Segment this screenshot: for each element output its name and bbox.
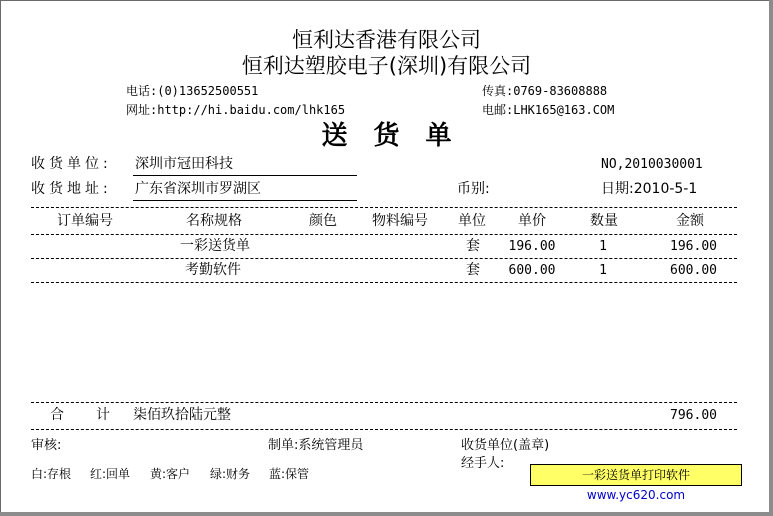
receiver-address-label: 收货地址: (31, 181, 112, 197)
header-material-no: 物料编号 (372, 213, 428, 229)
company-fax: 传真:0769-83608888 (482, 84, 608, 98)
header-qty: 数量 (590, 213, 618, 229)
receiver-unit-label: 收货单位: (31, 156, 112, 172)
row-rule (31, 258, 737, 259)
total-label-2: 计 (96, 407, 110, 423)
row-unit: 套 (466, 262, 480, 278)
header-unit: 单位 (458, 213, 486, 229)
table-top-rule (31, 207, 737, 208)
software-badge[interactable] (530, 464, 742, 502)
document-date: 日期:2010-5-1 (601, 181, 698, 197)
badge-text: 一彩送货单打印软件 (581, 468, 690, 482)
total-label-1: 合 (50, 407, 64, 423)
receiver-unit-underline (133, 175, 357, 176)
row-amount: 196.00 (670, 239, 717, 254)
header-amount: 金额 (676, 213, 704, 229)
total-in-words: 柒佰玖拾陆元整 (133, 407, 231, 423)
document-title: 送货单 (321, 121, 478, 151)
document-number: NO,2010030001 (601, 157, 703, 172)
header-color: 颜色 (309, 213, 337, 229)
row-amount: 600.00 (670, 263, 717, 278)
badge-url[interactable]: www.yc620.com (586, 488, 686, 502)
company-name-hk: 恒利达香港有限公司 (292, 28, 481, 52)
header-order-no: 订单编号 (57, 213, 113, 229)
receiver-address-underline (133, 200, 357, 201)
row-qty: 1 (599, 239, 607, 254)
maker-label: 制单:系统管理员 (268, 438, 364, 453)
receiver-address-value: 广东省深圳市罗湖区 (135, 181, 261, 197)
receiver-seal-label: 收货单位(盖章) (461, 438, 550, 453)
table-header-rule (31, 234, 737, 235)
copy-green: 绿:财务 (210, 467, 251, 481)
copy-red: 红:回单 (90, 467, 131, 481)
copy-white: 白:存根 (31, 467, 72, 481)
row-unit: 套 (466, 238, 480, 254)
page-shadow-bottom (0, 512, 773, 516)
handler-label: 经手人: (461, 456, 505, 471)
row-rule (31, 282, 737, 283)
row-qty: 1 (599, 263, 607, 278)
header-name-spec: 名称规格 (186, 213, 242, 229)
copy-yellow: 黄:客户 (150, 467, 191, 481)
company-name-sz: 恒利达塑胶电子(深圳)有限公司 (241, 54, 532, 78)
row-price: 600.00 (508, 263, 556, 278)
row-price: 196.00 (508, 239, 556, 254)
row-name: 考勤软件 (185, 262, 241, 278)
company-email: 电邮:LHK165@163.COM (482, 103, 615, 117)
company-website: 网址:http://hi.baidu.com/lhk165 (126, 103, 346, 117)
review-label: 审核: (31, 438, 62, 453)
total-amount: 796.00 (670, 408, 717, 423)
currency-label: 币别: (457, 181, 490, 197)
total-top-rule (31, 402, 737, 403)
company-phone: 电话:(0)13652500551 (126, 84, 259, 98)
receiver-unit-value: 深圳市冠田科技 (135, 156, 233, 172)
row-name: 一彩送货单 (180, 238, 250, 254)
copy-blue: 蓝:保管 (269, 467, 310, 481)
total-bottom-rule (31, 429, 737, 430)
header-price: 单价 (518, 213, 546, 229)
